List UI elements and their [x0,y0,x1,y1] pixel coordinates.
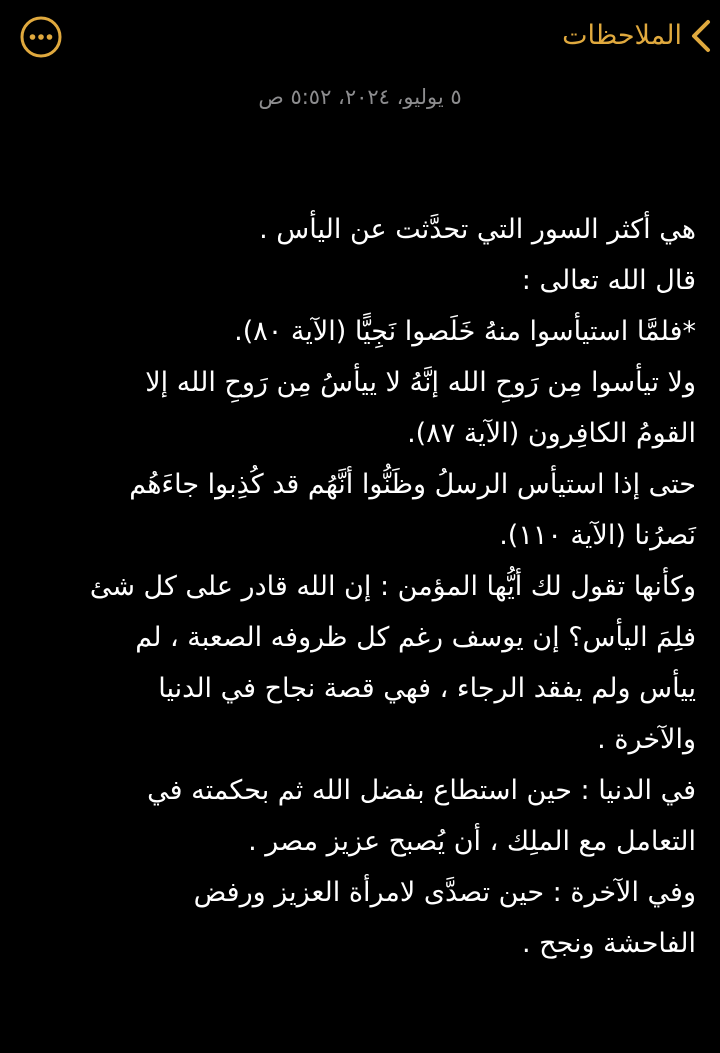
note-body[interactable] [20,204,696,969]
note-line: في الدنيا : حين استطاع بفضل الله ثم بحكمته في [147,775,696,806]
note-line: هي أكثر السور التي تحدَّثت عن اليأس . [259,214,696,245]
note-line: وفي الآخرة : حين تصدَّى لامرأة العزيز ورفض [193,877,696,908]
note-line: القومُ الكافِرون (الآية ٨٧). [407,418,696,449]
note-line: التعامل مع الملِك ، أن يُصبح عزيز مصر . [248,826,696,857]
note-line: فلِمَ اليأس؟ إن يوسف رغم كل ظروفه الصعبة ، لم [135,622,696,653]
note-line: وكأنها تقول لك أيُّها المؤمن : إن الله قادر على كل شئ [89,571,696,602]
ellipsis-circle-icon [19,15,63,59]
back-button[interactable] [562,14,716,58]
note-line: نَصرُنا (الآية ١١٠). [499,520,696,551]
note-line: الفاحشة ونجح . [521,928,696,959]
note-line: *فلمَّا استيأسوا منهُ خَلَصوا نَجِيًّا (الآية ٨٠). [234,316,696,347]
note-date: ٥ يوليو، ٢٠٢٤، ٥:٥٢ ص [258,85,462,109]
navigation-bar [0,0,720,70]
back-label: الملاحظات [562,20,682,51]
note-line: قال الله تعالى : [521,265,696,296]
chevron-left-icon [686,16,716,56]
note-line: ولا تيأسوا مِن رَوحِ الله إنَّهُ لا ييأسُ مِن رَوحِ الله إلا [145,367,696,398]
note-line: ييأس ولم يفقد الرجاء ، فهي قصة نجاح في الدنيا [158,673,696,704]
note-line: والآخرة . [597,724,696,755]
note-line: حتى إذا استيأس الرسلُ وظَنُّوا أنَّهُم قد كُذِبوا جاءَهُم [129,469,696,500]
more-options-button[interactable] [19,15,63,59]
